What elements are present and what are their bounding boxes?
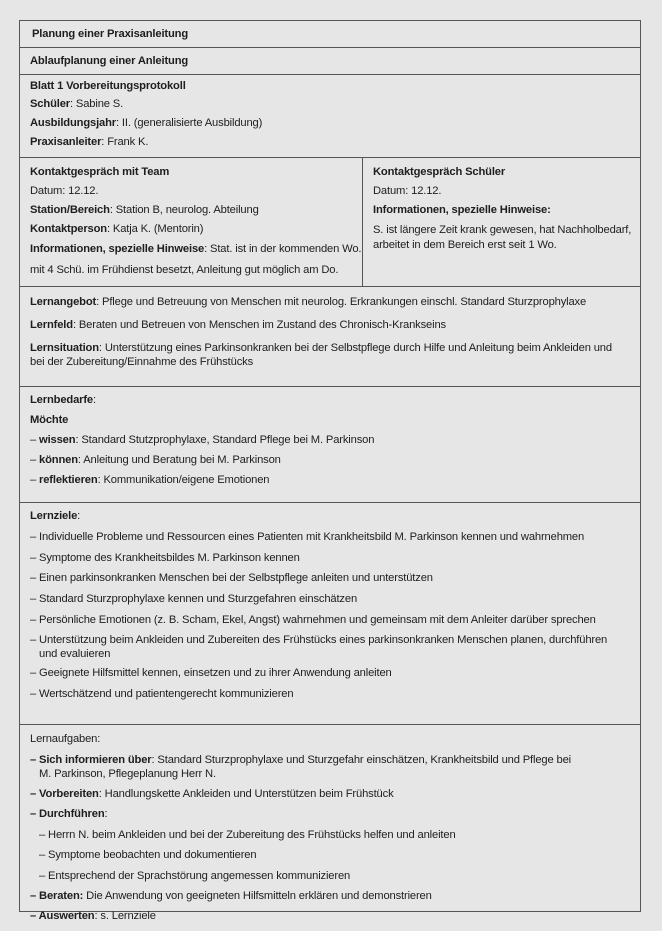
task-inform-cont: M. Parkinson, Pflegeplanung Herr N. (39, 768, 216, 780)
contact-team-station (30, 204, 259, 216)
contact-student-info-label: Informationen, spezielle Hinweise: (373, 204, 551, 216)
execute-item: – Entsprechend der Sprachstörung angemessen kommunizieren (39, 870, 351, 882)
goal-item: – Persönliche Emotionen (z. B. Scham, Ekel, Angst) wahrnehmen und gemeinsam mit dem Anleiter darüber sprechen (30, 614, 596, 626)
tasks-heading: Lernaufgaben: (30, 733, 101, 745)
task-label: Auswerten (38, 910, 95, 922)
goals-heading-suffix: : (77, 510, 81, 522)
task-prepare (30, 788, 394, 800)
goal-item: – Individuelle Probleme und Ressourcen eines Patienten mit Krankheitsbild M. Parkinson kennen und wahrnehmen (30, 531, 585, 543)
goal-item: – Einen parkinsonkranken Menschen bei der Selbstpflege anleiten und unterstützen (30, 572, 433, 584)
field-value: : Frank K. (101, 136, 149, 148)
learning-section (20, 287, 640, 387)
need-label: reflektieren (39, 474, 98, 486)
need-value: : Standard Stutzprophylaxe, Standard Pflege bei M. Parkinson (75, 434, 375, 446)
goals-section (20, 503, 640, 725)
contact-team-info (30, 243, 361, 255)
document-title: Planung einer Praxisanleitung (32, 28, 189, 40)
column-divider (362, 158, 363, 286)
lernsituation (30, 342, 612, 354)
goal-item: – Standard Sturzprophylaxe kennen und Sturzgefahren einschätzen (30, 593, 358, 605)
needs-section (20, 387, 640, 503)
info-label: Informationen, spezielle Hinweise (30, 243, 205, 255)
lernsituation-label: Lernsituation (30, 342, 99, 354)
execute-item: – Symptome beobachten und dokumentieren (39, 849, 257, 861)
lernangebot-label: Lernangebot (30, 296, 97, 308)
field-label: Schüler (30, 98, 70, 110)
lernsituation-value: : Unterstützung eines Parkinsonkranken bei der Selbstpflege durch Hilfe und Anleitung beim Ankleiden und (98, 342, 612, 354)
goal-item-cont: und evaluieren (39, 648, 111, 660)
document-subtitle: Ablaufplanung einer Anleitung (30, 55, 189, 67)
protocol-section (20, 75, 640, 158)
subtitle-section (20, 48, 640, 75)
dash: – (30, 754, 40, 766)
lernfeld (30, 319, 446, 331)
contact-student-info-line2: arbeitet in dem Bereich erst seit 1 Wo. (373, 239, 557, 251)
goal-item: – Unterstützung beim Ankleiden und Zubereiten des Frühstücks eines parkinsonkranken Menschen planen, durchführen (30, 634, 608, 646)
needs-heading-label: Lernbedarfe (30, 394, 94, 406)
execute-item: – Herrn N. beim Ankleiden und bei der Zubereitung des Frühstücks helfen und anleiten (39, 829, 456, 841)
lernangebot (30, 296, 586, 308)
field-label: Praxisanleiter (30, 136, 102, 148)
station-label: Station/Bereich (30, 204, 110, 216)
task-value: : Handlungskette Ankleiden und Unterstützen beim Frühstück (98, 788, 394, 800)
dash: – (30, 454, 40, 466)
task-value: Die Anwendung von geeigneten Hilfsmitteln erklären und demonstrieren (83, 890, 432, 902)
field-schueler (30, 98, 123, 110)
info-value: : Stat. ist in der kommenden Wo. (204, 243, 362, 255)
need-item (30, 434, 374, 446)
task-label: Beraten: (39, 890, 84, 902)
field-praxisanleiter (30, 136, 148, 148)
task-value: : s. Lernziele (94, 910, 156, 922)
person-label: Kontaktperson (30, 223, 107, 235)
task-suffix: : (104, 808, 108, 820)
lernfeld-label: Lernfeld (30, 319, 73, 331)
goal-item: – Geeignete Hilfsmittel kennen, einsetzen und zu ihrer Anwendung anleiten (30, 667, 392, 679)
lernangebot-value: : Pflege und Betreuung von Menschen mit neurolog. Erkrankungen einschl. Standard Sturzprophylaxe (96, 296, 587, 308)
dash: – (30, 808, 40, 820)
task-evaluate (30, 910, 156, 922)
need-item (30, 454, 281, 466)
task-advise (30, 890, 432, 902)
goals-heading (30, 510, 80, 522)
task-label: Sich informieren über (39, 754, 152, 766)
need-label: können (39, 454, 78, 466)
contact-team-heading: Kontaktgespräch mit Team (30, 166, 170, 178)
document-frame (19, 20, 641, 922)
contact-student-date: Datum: 12.12. (373, 185, 442, 197)
goal-item: – Symptome des Krankheitsbildes M. Parkinson kennen (30, 552, 300, 564)
field-label: Ausbildungsjahr (30, 117, 117, 129)
contact-section (20, 158, 640, 287)
title-section (20, 21, 640, 48)
dash: – (30, 474, 40, 486)
task-value: : Standard Sturzprophylaxe und Sturzgefahr einschätzen, Krankheitsbild und Pflege bei (151, 754, 571, 766)
need-value: : Anleitung und Beratung bei M. Parkinson (77, 454, 281, 466)
task-label: Durchführen (39, 808, 105, 820)
dash: – (30, 788, 40, 800)
goals-heading-label: Lernziele (30, 510, 78, 522)
station-value: : Station B, neurolog. Abteilung (109, 204, 259, 216)
task-execute (30, 808, 107, 820)
contact-student-info-line1: S. ist längere Zeit krank gewesen, hat Nachholbedarf, (373, 224, 632, 236)
task-label: Vorbereiten (39, 788, 99, 800)
contact-team-person (30, 223, 203, 235)
dash: – (30, 434, 40, 446)
goal-item: – Wertschätzend und patientengerecht kommunizieren (30, 688, 294, 700)
field-ausbildungsjahr (30, 117, 262, 129)
lernsituation-cont: bei der Zubereitung/Einnahme des Frühstücks (30, 356, 254, 368)
field-value: : Sabine S. (70, 98, 124, 110)
lernfeld-value: : Beraten und Betreuen von Menschen im Zustand des Chronisch-Krankseins (72, 319, 446, 331)
dash: – (30, 890, 40, 902)
dash: – (30, 910, 39, 922)
needs-heading-suffix: : (93, 394, 96, 406)
need-value: : Kommunikation/eigene Emotionen (97, 474, 270, 486)
needs-heading (30, 394, 96, 406)
tasks-section (20, 725, 640, 922)
contact-team-info-cont: mit 4 Schü. im Frühdienst besetzt, Anleitung gut möglich am Do. (30, 264, 339, 276)
need-label: wissen (39, 434, 76, 446)
protocol-heading: Blatt 1 Vorbereitungsprotokoll (30, 80, 186, 92)
contact-team-date: Datum: 12.12. (30, 185, 99, 197)
person-value: : Katja K. (Mentorin) (107, 223, 204, 235)
task-inform (30, 754, 571, 766)
need-item (30, 474, 269, 486)
field-value: : II. (generalisierte Ausbildung) (116, 117, 263, 129)
contact-student-heading: Kontaktgespräch Schüler (373, 166, 506, 178)
needs-moechte: Möchte (30, 414, 69, 426)
